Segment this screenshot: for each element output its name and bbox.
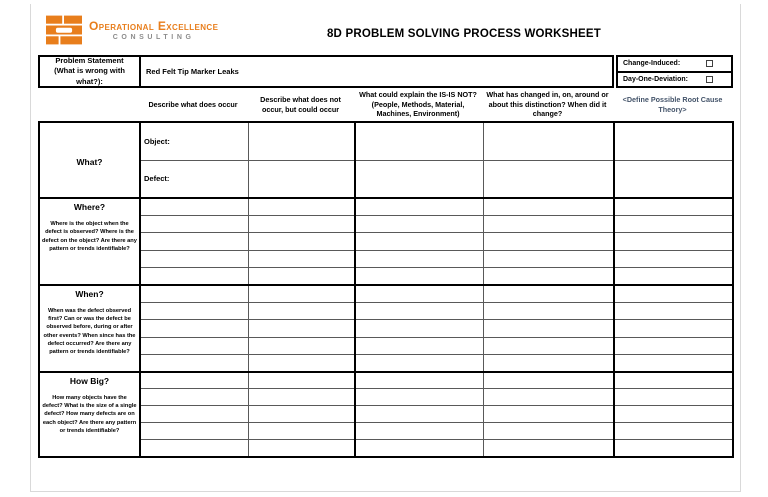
day-one-deviation-checkbox[interactable] bbox=[706, 76, 713, 83]
input-cell[interactable] bbox=[355, 198, 483, 215]
deviation-flags-box bbox=[616, 55, 733, 88]
input-cell[interactable] bbox=[483, 440, 614, 457]
column-header-does-not-occur: Describe what does not occur, but could occur bbox=[260, 95, 341, 114]
input-cell[interactable] bbox=[248, 423, 355, 440]
input-cell[interactable] bbox=[248, 440, 355, 457]
input-cell[interactable] bbox=[614, 406, 733, 423]
brand-subtitle: CONSULTING bbox=[112, 34, 195, 41]
section-label bbox=[39, 122, 140, 198]
input-cell[interactable] bbox=[355, 423, 483, 440]
input-cell[interactable] bbox=[483, 423, 614, 440]
input-cell[interactable] bbox=[140, 198, 248, 215]
input-cell[interactable] bbox=[483, 160, 614, 198]
input-cell[interactable] bbox=[483, 250, 614, 267]
input-cell[interactable] bbox=[614, 302, 733, 319]
input-cell[interactable] bbox=[248, 337, 355, 354]
column-header-spacer bbox=[38, 88, 139, 121]
input-cell[interactable] bbox=[355, 250, 483, 267]
input-cell[interactable] bbox=[248, 250, 355, 267]
row-label: Object: bbox=[144, 136, 170, 146]
input-cell[interactable] bbox=[614, 268, 733, 285]
input-cell[interactable] bbox=[248, 302, 355, 319]
input-cell[interactable] bbox=[355, 406, 483, 423]
input-cell[interactable] bbox=[140, 337, 248, 354]
brand-name: Operational Excellence bbox=[89, 19, 219, 33]
input-cell[interactable] bbox=[140, 372, 248, 389]
input-cell[interactable] bbox=[140, 122, 248, 160]
input-cell[interactable] bbox=[355, 302, 483, 319]
input-cell[interactable] bbox=[140, 440, 248, 457]
problem-statement-label bbox=[40, 57, 141, 86]
input-cell[interactable] bbox=[140, 285, 248, 302]
input-cell[interactable] bbox=[248, 215, 355, 232]
section-title: When? bbox=[75, 288, 104, 299]
change-induced-row bbox=[618, 57, 731, 71]
input-cell[interactable] bbox=[614, 285, 733, 302]
input-cell[interactable] bbox=[248, 122, 355, 160]
slide-edge bbox=[30, 4, 31, 492]
input-cell[interactable] bbox=[614, 337, 733, 354]
input-cell[interactable] bbox=[140, 268, 248, 285]
section-label bbox=[39, 198, 140, 285]
section-title: How Big? bbox=[69, 375, 110, 386]
problem-statement-box bbox=[38, 55, 614, 88]
input-cell[interactable] bbox=[483, 198, 614, 215]
input-cell[interactable] bbox=[248, 389, 355, 406]
input-cell[interactable] bbox=[483, 337, 614, 354]
column-header-what-changed: What has changed in, on, around or about this distinction? When did it change? bbox=[486, 90, 609, 119]
input-cell[interactable] bbox=[614, 215, 733, 232]
input-cell[interactable] bbox=[483, 389, 614, 406]
input-cell[interactable] bbox=[483, 285, 614, 302]
input-cell[interactable] bbox=[614, 372, 733, 389]
input-cell[interactable] bbox=[140, 423, 248, 440]
input-cell[interactable] bbox=[248, 233, 355, 250]
input-cell[interactable] bbox=[140, 406, 248, 423]
input-cell[interactable] bbox=[483, 406, 614, 423]
section-description: Where is the object when the defect is observed? Where is the defect on the object? Are there any pattern or trends identifiable? bbox=[42, 221, 137, 252]
column-header-does-occur: Describe what does occur bbox=[148, 99, 238, 109]
input-cell[interactable] bbox=[140, 355, 248, 372]
input-cell[interactable] bbox=[355, 122, 483, 160]
input-cell[interactable] bbox=[614, 250, 733, 267]
input-cell[interactable] bbox=[248, 198, 355, 215]
input-cell[interactable] bbox=[140, 389, 248, 406]
section-label bbox=[39, 285, 140, 372]
input-cell[interactable] bbox=[483, 122, 614, 160]
input-cell[interactable] bbox=[614, 320, 733, 337]
input-cell[interactable] bbox=[483, 215, 614, 232]
input-cell[interactable] bbox=[248, 355, 355, 372]
input-cell[interactable] bbox=[614, 160, 733, 198]
input-cell[interactable] bbox=[355, 160, 483, 198]
input-cell[interactable] bbox=[248, 268, 355, 285]
day-one-deviation-label: Day-One-Deviation: bbox=[623, 75, 688, 83]
input-cell[interactable] bbox=[614, 440, 733, 457]
input-cell[interactable] bbox=[248, 160, 355, 198]
input-cell[interactable] bbox=[614, 122, 733, 160]
input-cell[interactable] bbox=[614, 355, 733, 372]
section-description: When was the defect observed first? Can or was the defect be observed before, during or after other events? When since has the defect occurred? Are there any pattern or trends identifiable? bbox=[43, 307, 136, 356]
input-cell[interactable] bbox=[355, 233, 483, 250]
input-cell[interactable] bbox=[248, 372, 355, 389]
input-cell[interactable] bbox=[614, 389, 733, 406]
input-cell[interactable] bbox=[483, 302, 614, 319]
input-cell[interactable] bbox=[140, 320, 248, 337]
input-cell[interactable] bbox=[355, 337, 483, 354]
column-headers bbox=[38, 88, 733, 121]
worksheet-grid bbox=[38, 121, 734, 458]
slide-edge bbox=[740, 4, 741, 492]
input-cell[interactable] bbox=[614, 233, 733, 250]
input-cell[interactable] bbox=[483, 355, 614, 372]
input-cell[interactable] bbox=[248, 406, 355, 423]
input-cell[interactable] bbox=[355, 440, 483, 457]
input-cell[interactable] bbox=[248, 285, 355, 302]
input-cell[interactable] bbox=[355, 268, 483, 285]
change-induced-checkbox[interactable] bbox=[706, 60, 713, 67]
input-cell[interactable] bbox=[483, 268, 614, 285]
input-cell[interactable] bbox=[355, 355, 483, 372]
day-one-deviation-row bbox=[618, 71, 731, 87]
input-cell[interactable] bbox=[140, 160, 248, 198]
input-cell[interactable] bbox=[140, 302, 248, 319]
page-title: 8D PROBLEM SOLVING PROCESS WORKSHEET bbox=[326, 28, 602, 40]
column-header-is-is-not: What could explain the IS-IS NOT? (People, Methods, Material, Machines, Environment) bbox=[359, 90, 477, 119]
row-label: Defect: bbox=[144, 174, 170, 184]
input-cell[interactable] bbox=[140, 233, 248, 250]
section-title: What? bbox=[76, 156, 103, 167]
column-header-root-cause-theory: <Define Possible Root Cause Theory> bbox=[622, 95, 723, 114]
input-cell[interactable] bbox=[355, 389, 483, 406]
section-title: Where? bbox=[73, 202, 106, 212]
input-cell[interactable] bbox=[483, 372, 614, 389]
input-cell[interactable] bbox=[614, 423, 733, 440]
problem-statement-label-line1: Problem Statement bbox=[55, 55, 124, 65]
section-label bbox=[39, 372, 140, 457]
input-cell[interactable] bbox=[614, 198, 733, 215]
section-description: How many objects have the defect? What is the size of a single defect? How many defects are on each object? Are there any pattern or trends identifiable? bbox=[42, 394, 137, 434]
input-cell[interactable] bbox=[355, 285, 483, 302]
input-cell[interactable] bbox=[355, 215, 483, 232]
input-cell[interactable] bbox=[483, 320, 614, 337]
input-cell[interactable] bbox=[355, 372, 483, 389]
problem-statement-label-line2: (What is wrong with what?): bbox=[54, 66, 125, 86]
input-cell[interactable] bbox=[483, 233, 614, 250]
slide-edge bbox=[30, 491, 741, 492]
input-cell[interactable] bbox=[355, 320, 483, 337]
problem-statement-value[interactable]: Red Felt Tip Marker Leaks bbox=[146, 67, 239, 76]
input-cell[interactable] bbox=[140, 250, 248, 267]
input-cell[interactable] bbox=[140, 215, 248, 232]
oec-bricks-icon bbox=[46, 15, 82, 45]
change-induced-label: Change-Induced: bbox=[623, 60, 681, 68]
input-cell[interactable] bbox=[248, 320, 355, 337]
